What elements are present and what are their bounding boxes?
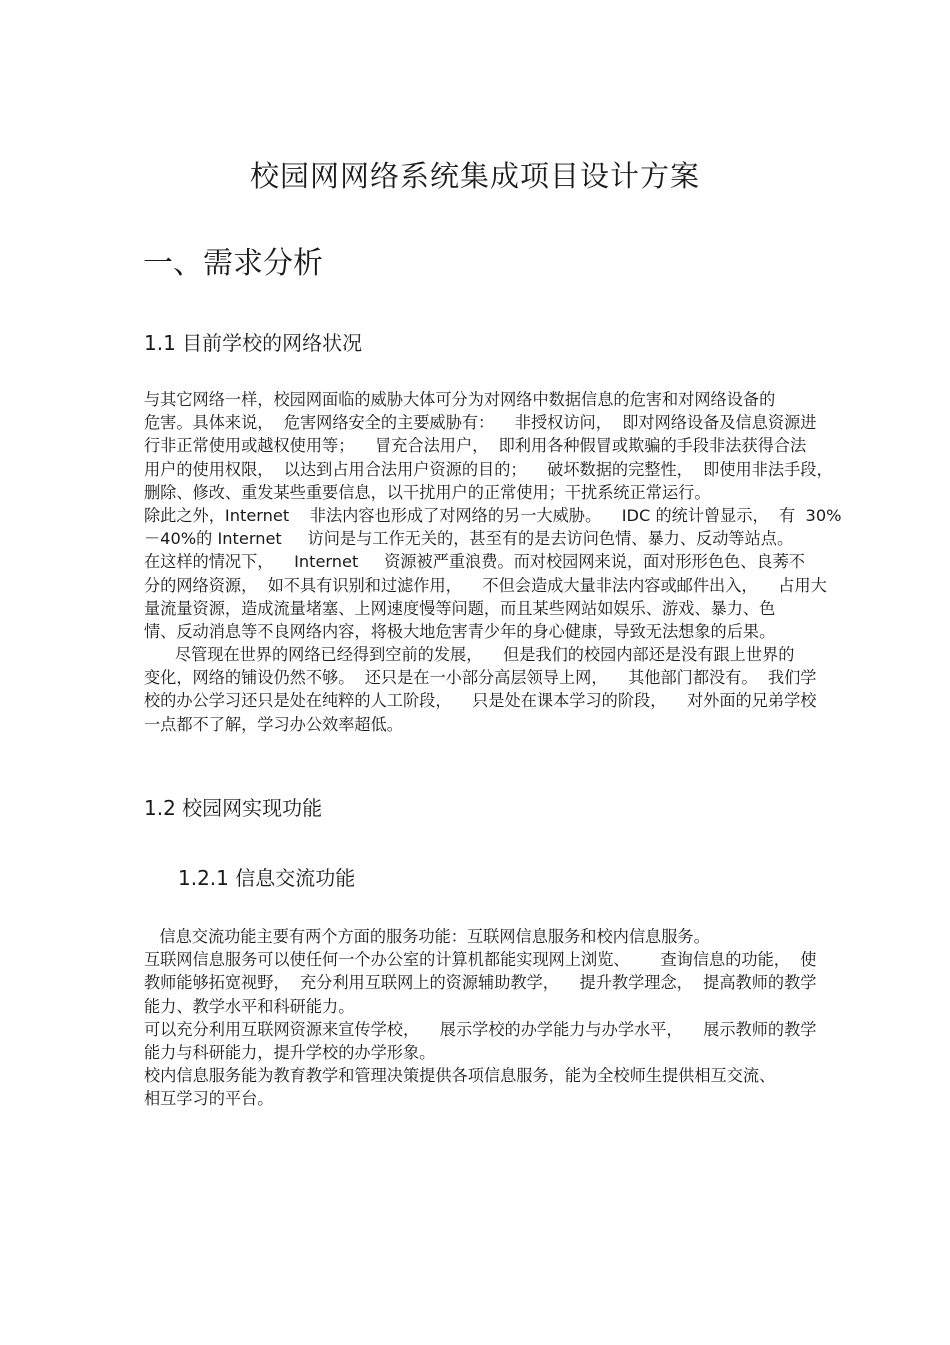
paragraph-line: 删除、修改、重发某些重要信息，以干扰用户的正常使用；干扰系统正常运行。	[144, 482, 711, 502]
paragraph-line: 互联网信息服务可以使任何一个办公室的计算机都能实现网上浏览、 查询信息的功能， 使	[144, 950, 817, 970]
paragraph-line: 一点都不了解，学习办公效率超低。	[144, 714, 403, 734]
paragraph-line: 分的网络资源， 如不具有识别和过滤作用， 不但会造成大量非法内容或邮件出入， 占用大	[144, 575, 827, 595]
paragraph-1-1	[144, 388, 884, 736]
paragraph-line: 在这样的情况下， Internet 资源被严重浪费。而对校园网来说，面对形形色色、良莠不	[144, 552, 805, 572]
paragraph-line: 变化，网络的铺设仍然不够。 还只是在一小部分高层领导上网， 其他部门都没有。 我们学	[144, 668, 817, 688]
paragraph-1-2-1	[144, 925, 884, 1111]
paragraph-line: 行非正常使用或越权使用等； 冒充合法用户， 即利用各种假冒或欺骗的手段非法获得合法	[144, 436, 807, 456]
paragraph-line: 情、反动消息等不良网络内容，将极大地危害青少年的身心健康，导致无法想象的后果。	[144, 621, 776, 641]
paragraph-line: 除此之外，Internet 非法内容也形成了对网络的另一大威胁。 IDC 的统计曾显示， 有 30%	[144, 505, 842, 525]
subsection-heading-1-2: 1.2 校园网实现功能	[144, 796, 323, 820]
paragraph-line: 用户的使用权限， 以达到占用合法用户资源的目的； 破坏数据的完整性， 即使用非法手段，	[144, 459, 833, 479]
paragraph-line: 校内信息服务能为教育教学和管理决策提供各项信息服务，能为全校师生提供相互交流、	[144, 1066, 776, 1086]
paragraph-line: －40%的 Internet 访问是与工作无关的，甚至有的是去访问色情、暴力、反动等站点。	[144, 529, 794, 549]
paragraph-line: 能力、教学水平和科研能力。	[144, 996, 355, 1016]
paragraph-line: 相互学习的平台。	[144, 1089, 274, 1109]
paragraph-line: 尽管现在世界的网络已经得到空前的发展， 但是我们的校园内部还是没有跟上世界的	[144, 645, 795, 665]
paragraph-line: 教师能够拓宽视野， 充分利用互联网上的资源辅助教学， 提升教学理念， 提高教师的教学	[144, 973, 817, 993]
paragraph-line: 校的办公学习还只是处在纯粹的人工阶段， 只是处在课本学习的阶段， 对外面的兄弟学校	[144, 691, 817, 711]
subsection-heading-1-2-1: 1.2.1 信息交流功能	[178, 866, 356, 890]
subsection-heading-1-1: 1.1 目前学校的网络状况	[144, 331, 363, 355]
section-heading-requirements: 一、需求分析	[143, 246, 323, 281]
paragraph-line: 可以充分利用互联网资源来宣传学校， 展示学校的办学能力与办学水平， 展示教师的教学	[144, 1019, 817, 1039]
document-title: 校园网网络系统集成项目设计方案	[249, 159, 700, 193]
paragraph-line: 量流量资源，造成流量堵塞、上网速度慢等问题，而且某些网站如娱乐、游戏、暴力、色	[144, 598, 776, 618]
paragraph-line: 信息交流功能主要有两个方面的服务功能：互联网信息服务和校内信息服务。	[144, 927, 710, 946]
paragraph-line: 危害。具体来说， 危害网络安全的主要威胁有： 非授权访问， 即对网络设备及信息资源进	[144, 413, 817, 433]
paragraph-line: 能力与科研能力，提升学校的办学形象。	[144, 1042, 436, 1062]
paragraph-line: 与其它网络一样，校园网面临的威胁大体可分为对网络中数据信息的危害和对网络设备的	[144, 390, 776, 409]
